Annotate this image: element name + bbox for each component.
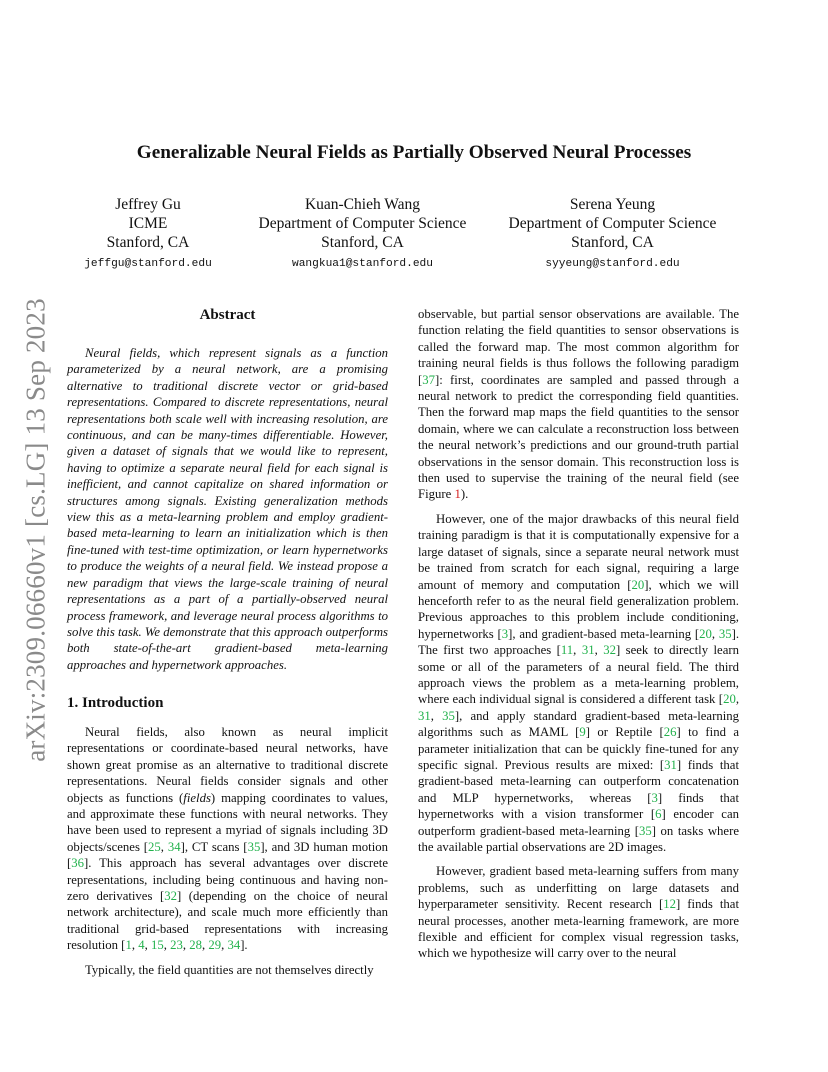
author-email[interactable]: jeffgu@stanford.edu [84, 258, 212, 270]
citation-link[interactable]: 1 [125, 938, 132, 953]
author-name: Serena Yeung [569, 196, 656, 213]
citation-link[interactable]: 6 [655, 807, 662, 822]
citation-link[interactable]: 29 [208, 938, 222, 953]
citation-link[interactable]: 3 [651, 790, 658, 805]
intro-paragraph-1: Neural fields, also known as neural implicit representations or coordinate-based neural networks, have shown great promise as an alternative to traditional discrete representations. Neural fields consider signals and other objects as functions (fields) mapping coordinates to values, and approximate these functions with neural networks. They have been used to represent a myriad of signals including 3D objects/scenes [25, 34], CT scans [35], and 3D human motion [36]. This approach has several advantages over discrete representations, including being continuous and having non-zero derivatives [32] (depending on the choice of neural network architecture), and scale much more efficiently than traditional grid-based representations with increasing resolution [1, 4, 15, 23, 28, 29, 34]. [67, 725, 389, 953]
citation-link[interactable]: 28 [189, 938, 202, 953]
citation-link[interactable]: 15 [150, 938, 164, 953]
author-affiliation: Department of Computer Science [258, 215, 467, 232]
abstract-body [67, 345, 388, 673]
author-block-2 [240, 195, 485, 274]
author-email[interactable]: syyeung@stanford.edu [545, 258, 680, 270]
citation-link[interactable]: 25 [148, 839, 161, 854]
citation-link[interactable]: 4 [138, 938, 145, 953]
citation-link[interactable]: 34 [167, 839, 181, 854]
citation-link[interactable]: 32 [603, 643, 616, 658]
intro-paragraph-2-start: Typically, the field quantities are not themselves directly [85, 962, 374, 977]
arxiv-identifier-text: arXiv:2309.06660v1 [cs.LG] 13 Sep 2023 [20, 298, 51, 762]
citation-link[interactable]: 34 [227, 938, 241, 953]
citation-link[interactable]: 20 [699, 626, 712, 641]
author-email[interactable]: wangkua1@stanford.edu [292, 258, 433, 270]
citation-link[interactable]: 12 [663, 897, 676, 912]
introduction-right-column [418, 306, 739, 962]
citation-link[interactable]: 26 [663, 725, 677, 740]
author-block-3 [490, 195, 735, 274]
author-location: Stanford, CA [571, 234, 654, 251]
abstract-heading: Abstract [199, 307, 256, 323]
arxiv-identifier-stamp [20, 290, 52, 770]
author-affiliation: ICME [128, 215, 168, 232]
citation-link[interactable]: 9 [579, 725, 586, 740]
introduction-left-column [67, 724, 388, 978]
citation-link[interactable]: 23 [170, 938, 183, 953]
section-heading-introduction: 1. Introduction [67, 695, 164, 711]
citation-link[interactable]: 35 [718, 626, 732, 641]
paper-title: Generalizable Neural Fields as Partially Observed Neural Processes [136, 142, 692, 163]
intro-paragraph-4: However, gradient based meta-learning suffers from many problems, such as underfitting on large datasets and hyperparameter sensitivity. Recent research [12] finds that neural processes, another meta-learning framework, are more flexible and efficient for complex visual regression tasks, which we hypothesize will carry over to the neural [418, 864, 739, 961]
author-affiliation: Department of Computer Science [508, 215, 717, 232]
citation-link[interactable]: 31 [581, 643, 595, 658]
citation-link[interactable]: 35 [442, 708, 455, 723]
citation-link[interactable]: 31 [418, 708, 431, 723]
author-location: Stanford, CA [321, 234, 404, 251]
citation-link[interactable]: 20 [631, 577, 645, 592]
author-location: Stanford, CA [106, 234, 190, 251]
citation-link[interactable]: 32 [164, 889, 177, 904]
intro-paragraph-3: However, one of the major drawbacks of this neural field training paradigm is that it is computationally expensive for a large dataset of signals, since a separate neural network must be trained from scratch for each signal, requiring a large amount of memory and computation [20], which we will henceforth refer to as the neural field generalization problem. Previous approaches to this problem include conditioning, hypernetworks [3], and gradient-based meta-learning [20, 35]. The first two approaches [11, 31, 32] seek to directly learn some or all of the parameters of a neural field. The third approach views the problem as a meta-learning problem, where each individual signal is considered a different task [20, 31, 35], and apply standard gradient-based meta-learning algorithms such as MAML [9] or Reptile [26] to find a parameter initialization that can be quickly fine-tuned for any specific signal. Previous results are mixed: [31] finds that gradient-based meta-learning can outperform concatenation and MLP hypernetworks, whereas [3] finds that hypernetworks with a vision transformer [6] encoder can outperform gradient-based meta-learning [35] on tasks where the available partial observations are 2D images. [418, 511, 740, 854]
citation-link[interactable]: 11 [560, 643, 574, 658]
author-name: Jeffrey Gu [115, 196, 181, 213]
citation-link[interactable]: 37 [422, 372, 435, 387]
intro-paragraph-2-continued: observable, but partial sensor observations are available. The function relating the field quantities to sensor observations is called the forward map. The most common algorithm for training neural fields is thus follows the following paradigm [37]: first, coordinates are sampled and passed through a neural network to predict the corresponding field quantities. Then the forward map maps the field quantities to the sensor domain, where we can calculate a reconstruction loss between the neural network’s predictions and our ground-truth partial observations in the sensor domain. This reconstruction loss is then used to supervise the training of the neural field (see Figure 1). [418, 307, 739, 502]
citation-link[interactable]: 36 [71, 856, 84, 871]
abstract-paragraph: Neural fields, which represent signals as a function parameterized by a neural network, are a promising alternative to traditional discrete vector or grid-based representations. Compared to discrete representations, neural representations both scale well with increasing resolution, are continuous, and can be many-times differentiable. However, given a dataset of signals that we would like to represent, having to optimize a separate neural field for each signal is inefficient, and cannot capitalize on shared information or structures among signals. Existing generalization methods view this as a meta-learning problem and employ gradient-based meta-learning to learn an initialization which is then fine-tuned with test-time optimization, or learn hypernetworks to produce the weights of a neural field. We instead propose a new paradigm that views the large-scale training of neural representations as a part of a partially-observed neural process framework, and leverage neural process algorithms to solve this task. We demonstrate that this approach outperforms both state-of-the-art gradient-based meta-learning approaches and hypernetwork approaches. [67, 346, 388, 672]
citation-link[interactable]: 31 [664, 757, 677, 772]
citation-link[interactable]: 3 [501, 626, 509, 641]
citation-link[interactable]: 35 [639, 823, 652, 838]
figure-reference-link[interactable]: 1 [454, 487, 461, 502]
author-name: Kuan-Chieh Wang [304, 196, 421, 213]
citation-link[interactable]: 35 [247, 839, 261, 854]
citation-link[interactable]: 20 [723, 692, 736, 707]
author-block-1 [48, 195, 248, 274]
